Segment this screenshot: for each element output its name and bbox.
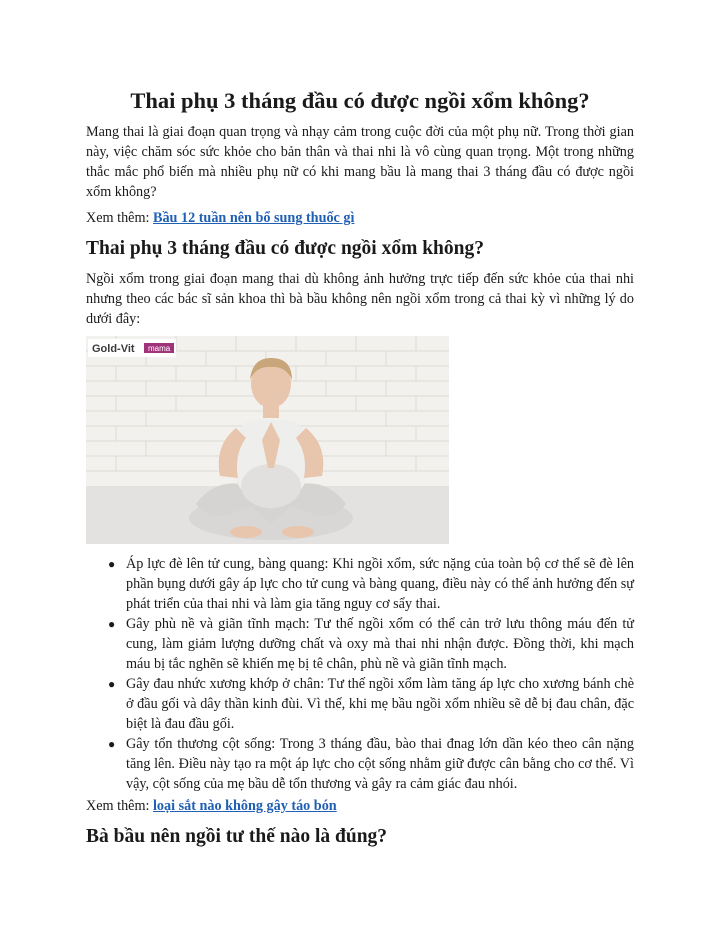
bullet-icon: ● (108, 737, 116, 751)
section-heading-2: Bà bầu nên ngồi tư thế nào là đúng? (86, 826, 388, 847)
section-heading-1: Thai phụ 3 tháng đầu có được ngồi xổm không? (86, 238, 484, 259)
see-also-1 (86, 208, 634, 228)
see-also-1-prefix: Xem thêm: (86, 210, 153, 226)
reasons-list (86, 554, 634, 794)
see-also-2-prefix: Xem thêm: (86, 798, 153, 814)
bullet-icon: ● (108, 557, 116, 571)
section-paragraph-1: Ngồi xổm trong giai đoạn mang thai dù không ảnh hưởng trực tiếp đến sức khỏe của thai nhi nhưng theo các bác sĩ sản khoa thì bà bầu không nên ngồi xổm trong cả thai kỳ vì những lý do dưới đây: (86, 271, 634, 327)
list-item: ● Gây đau nhức xương khớp ở chân: Tư thế ngồi xổm làm tăng áp lực cho xương bánh chè ở đầu gối và dây thần kinh đùi. Vì thế, khi mẹ bầu ngồi xổm nhiều sẽ dễ bị đau chân, đặc biệt là đau đầu gối. (108, 676, 634, 732)
see-also-2-link[interactable]: loại sắt nào không gây táo bón (152, 798, 337, 814)
article-photo (86, 336, 449, 544)
intro-paragraph: Mang thai là giai đoạn quan trọng và nhạy cảm trong cuộc đời của một phụ nữ. Trong thời gian này, việc chăm sóc sức khỏe cho bản thân và thai nhi là vô cùng quan trọng. Một trong những thắc mắc phổ biến mà nhiều phụ nữ có khi mang bầu là mang thai 3 tháng đầu có được ngồi xổm không? (86, 124, 634, 200)
logo-sub-text: mama (148, 344, 171, 353)
list-item: ● Gây phù nề và giãn tĩnh mạch: Tư thế ngồi xổm có thể cản trở lưu thông máu đến tử cung, làm giảm lượng dưỡng chất và oxy mà thai nhi nhận được. Đồng thời, khi mạch máu bị tắc nghẽn sẽ khiến mẹ bị tê chân, phù nề và giãn tĩnh mạch. (108, 616, 634, 672)
list-item: ● Áp lực đè lên tử cung, bàng quang: Khi ngồi xổm, sức nặng của toàn bộ cơ thể sẽ đè lên phần bụng dưới gây áp lực cho tử cung và bàng quang, điều này có thể ảnh hưởng đến sự phát triển của thai nhi và làm gia tăng nguy cơ sẩy thai. (108, 556, 634, 612)
page-title: Thai phụ 3 tháng đầu có được ngồi xổm không? (130, 88, 590, 113)
logo-text: Gold-Vit (92, 343, 135, 355)
see-also-2 (86, 796, 634, 816)
yoga-squat-illustration (86, 336, 449, 544)
bullet-icon: ● (108, 617, 116, 631)
bullet-icon: ● (108, 677, 116, 691)
list-item: ● Gây tổn thương cột sống: Trong 3 tháng đầu, bào thai đnag lớn dần kéo theo cân nặng tăng lên. Điều này tạo ra một áp lực cho cột sống nhằm giữ được cân bằng cho cơ thể. Vì vậy, cột sống của mẹ bầu dễ tổn thương và gây ra cảm giác đau nhói. (108, 736, 634, 792)
see-also-1-link[interactable]: Bầu 12 tuần nên bổ sung thuốc gì (152, 210, 355, 226)
